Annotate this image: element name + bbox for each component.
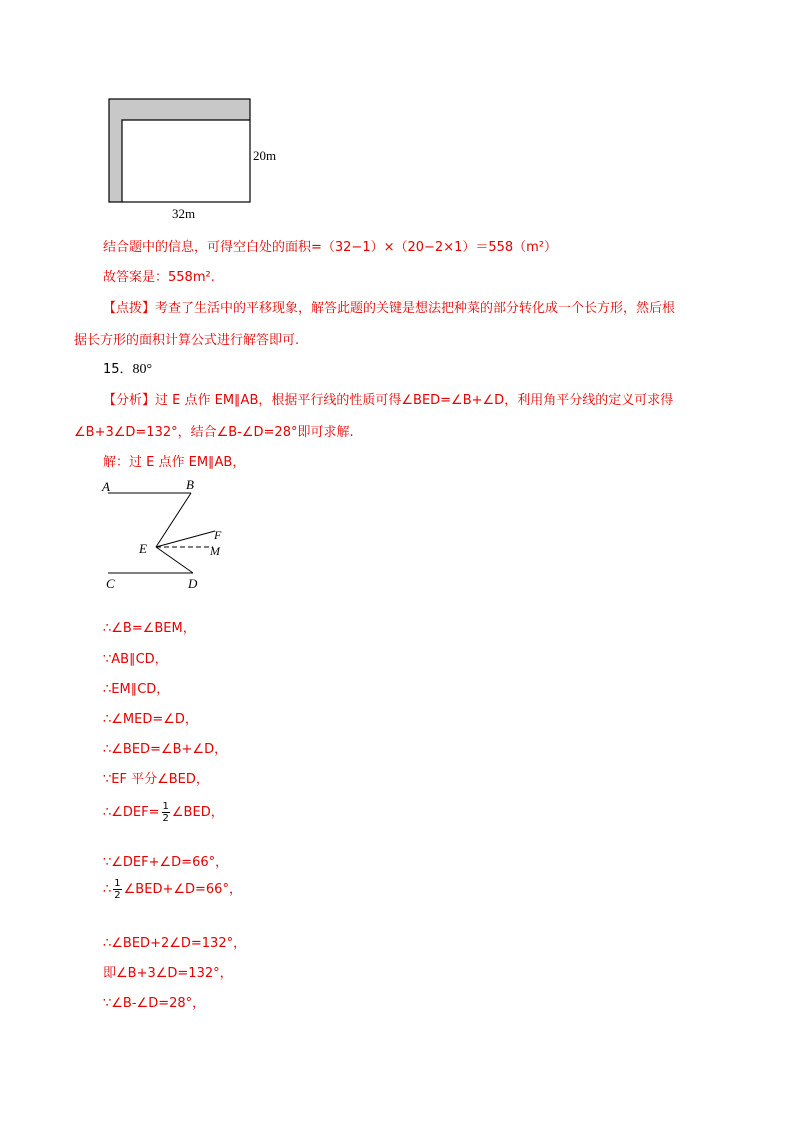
question-answer: 80° [132, 362, 153, 377]
label-m: M [210, 544, 220, 558]
fraction-half: $\frac{1}{2}$ [162, 801, 169, 824]
question-number: 15． [103, 362, 133, 377]
rectangle-garden-figure [100, 92, 290, 222]
step-2: ∵AB∥CD， [103, 652, 168, 667]
step-8: ∵∠DEF+∠D=66°， [103, 855, 229, 870]
label-e: E [139, 541, 147, 556]
step-7-suffix: ∠BED， [171, 805, 224, 820]
step-6: ∵EF 平分∠BED， [103, 772, 209, 787]
fraction-half: $\frac{1}{2}$ [114, 878, 121, 901]
tip-line-1 [103, 297, 675, 316]
answer-line: 故答案是：558m². [103, 270, 215, 285]
step-4: ∴∠MED=∠D， [103, 712, 198, 727]
path-shading-top [109, 99, 250, 120]
analysis-line-1 [103, 389, 673, 408]
step-11: 即∠B+3∠D=132°， [103, 966, 233, 981]
step-3: ∴EM∥CD， [103, 682, 170, 697]
inner-boundary [122, 120, 250, 202]
label-b: B [186, 477, 194, 492]
step-7-prefix: ∴∠DEF= [103, 805, 160, 820]
path-shading-left [109, 99, 122, 202]
analysis-line-2: ∠B+3∠D=132°，结合∠B-∠D=28°即可求解. [74, 425, 354, 440]
area-calculation-line: 结合题中的信息，可得空白处的面积=（32−1）×（20−2×1）＝558（m²） [103, 240, 558, 255]
height-label: 20m [253, 148, 277, 163]
solution-intro: 解：过 E 点作 EM∥AB， [103, 455, 246, 470]
question-15-line [103, 358, 152, 378]
tip-tag: 【点拨】 [103, 301, 156, 316]
tip-line-2: 据长方形的面积计算公式进行解答即可. [74, 333, 300, 348]
label-d: D [188, 576, 198, 591]
width-label: 32m [172, 206, 196, 221]
label-f: F [214, 528, 222, 542]
step-12: ∵∠B-∠D=28°， [103, 996, 206, 1011]
label-a: A [102, 479, 110, 494]
analysis-tag: 【分析】 [103, 393, 156, 408]
analysis-text: 过 E 点作 EM∥AB，根据平行线的性质可得∠BED=∠B+∠D，利用角平分线的定义可求得 [155, 393, 674, 408]
step-9-suffix: ∠BED+∠D=66°， [123, 882, 242, 897]
step-9 [103, 878, 242, 901]
step-1: ∴∠B=∠BEM， [103, 621, 196, 636]
tip-text: 考查了生活中的平移现象，解答此题的关键是想法把种菜的部分转化成一个长方形，然后根 [155, 301, 676, 316]
step-5: ∴∠BED=∠B+∠D， [103, 742, 228, 757]
step-7 [103, 801, 224, 824]
label-c: C [106, 576, 115, 591]
segment-ed [156, 547, 193, 573]
parallel-lines-figure [98, 474, 238, 594]
step-9-prefix: ∴ [103, 882, 112, 897]
step-10: ∴∠BED+2∠D=132°， [103, 936, 247, 951]
